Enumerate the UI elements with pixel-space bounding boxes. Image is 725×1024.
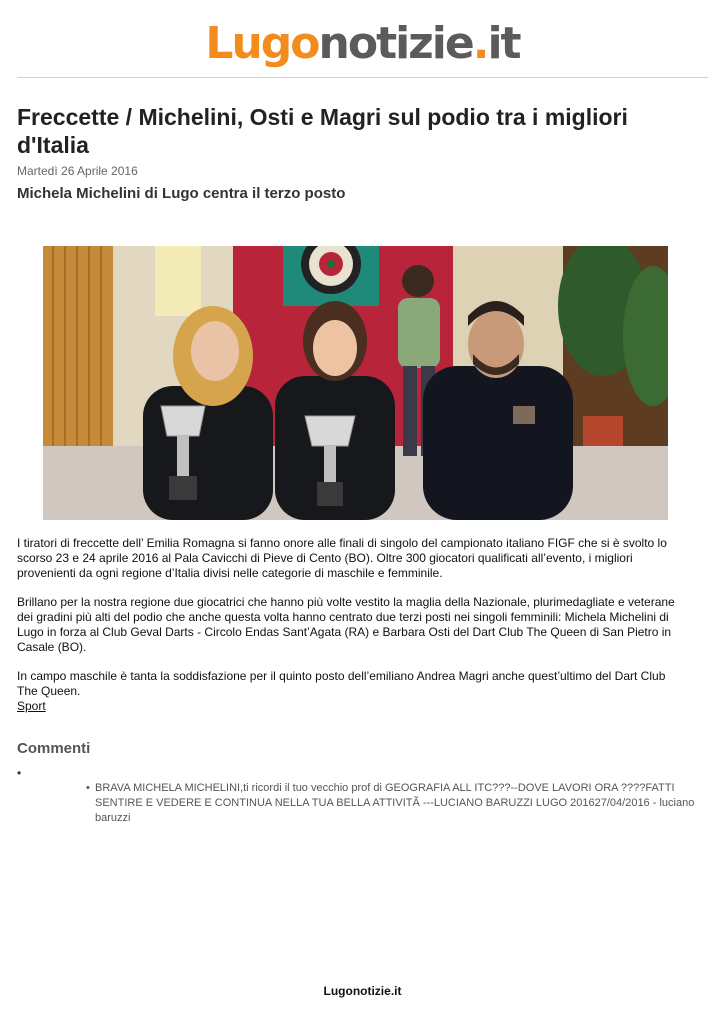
article-title: Freccette / Michelini, Osti e Magri sul podio tra i migliori d'Italia	[17, 104, 628, 158]
comments-heading: Commenti	[17, 740, 91, 757]
photo-image	[43, 246, 668, 520]
footer-site-name: Lugonotizie.it	[323, 984, 402, 998]
comment-text: BRAVA MICHELA MICHELINI,ti ricordi il tuo vecchio prof di GEOGRAFIA ALL ITC???--DOVE LAVORI ORA ????FATTI SENTIRE E VEDERE E CONTINUA NELLA TUA BELLA ATTIVITÃ ---LUCIANO BARUZZI LUGO 201627/04/2016 - luciano baruzzi	[95, 782, 695, 824]
logo-part-tld: it	[487, 18, 520, 69]
category-link-sport[interactable]: Sport	[17, 699, 46, 713]
comments-list-bullet: •	[17, 766, 22, 780]
article-paragraph-2: Brillano per la nostra regione due giocatrici che hanno più volte vestito la maglia della Nazionale, plurimedagliate e veterane dei gradini più alti del podio che anche questa volta hanno centrato due terzi posti nei singoli femminili: Michela Michelini di Lugo in forza al Club Geval Darts - Circolo Endas Sant’Agata (RA) e Barbara Osti del Dart Club The Queen di San Pietro in Casale (BO).	[17, 595, 675, 654]
article-subtitle: Michela Michelini di Lugo centra il terzo posto	[17, 185, 346, 202]
article-photo	[43, 246, 668, 520]
logo-dot: .	[472, 18, 488, 69]
article-paragraph-1: I tiratori di freccette dell’ Emilia Romagna si fanno onore alle finali di singolo del campionato italiano FIGF che si è svolto lo scorso 23 e 24 aprile 2016 al Pala Cavicchi di Pieve di Cento (BO). Oltre 300 giocatori qualificati all’evento, i migliori provenienti da ogni regione d’Italia divisi nelle categorie di maschile e femminile.	[17, 536, 667, 580]
article-body	[17, 536, 677, 714]
article-date: Martedì 26 Aprile 2016	[17, 164, 138, 178]
comment-item	[86, 781, 706, 826]
header-divider	[17, 77, 708, 78]
article-paragraph-3: In campo maschile è tanta la soddisfazione per il quinto posto dell’emiliano Andrea Magri anche quest’ultimo del Dart Club The Queen.	[17, 669, 666, 698]
logo-part-lugo: Lugo	[205, 18, 319, 69]
comment-bullet: •	[86, 782, 90, 794]
site-logo[interactable]	[0, 16, 725, 72]
logo-part-notizie: notizie	[318, 18, 473, 69]
